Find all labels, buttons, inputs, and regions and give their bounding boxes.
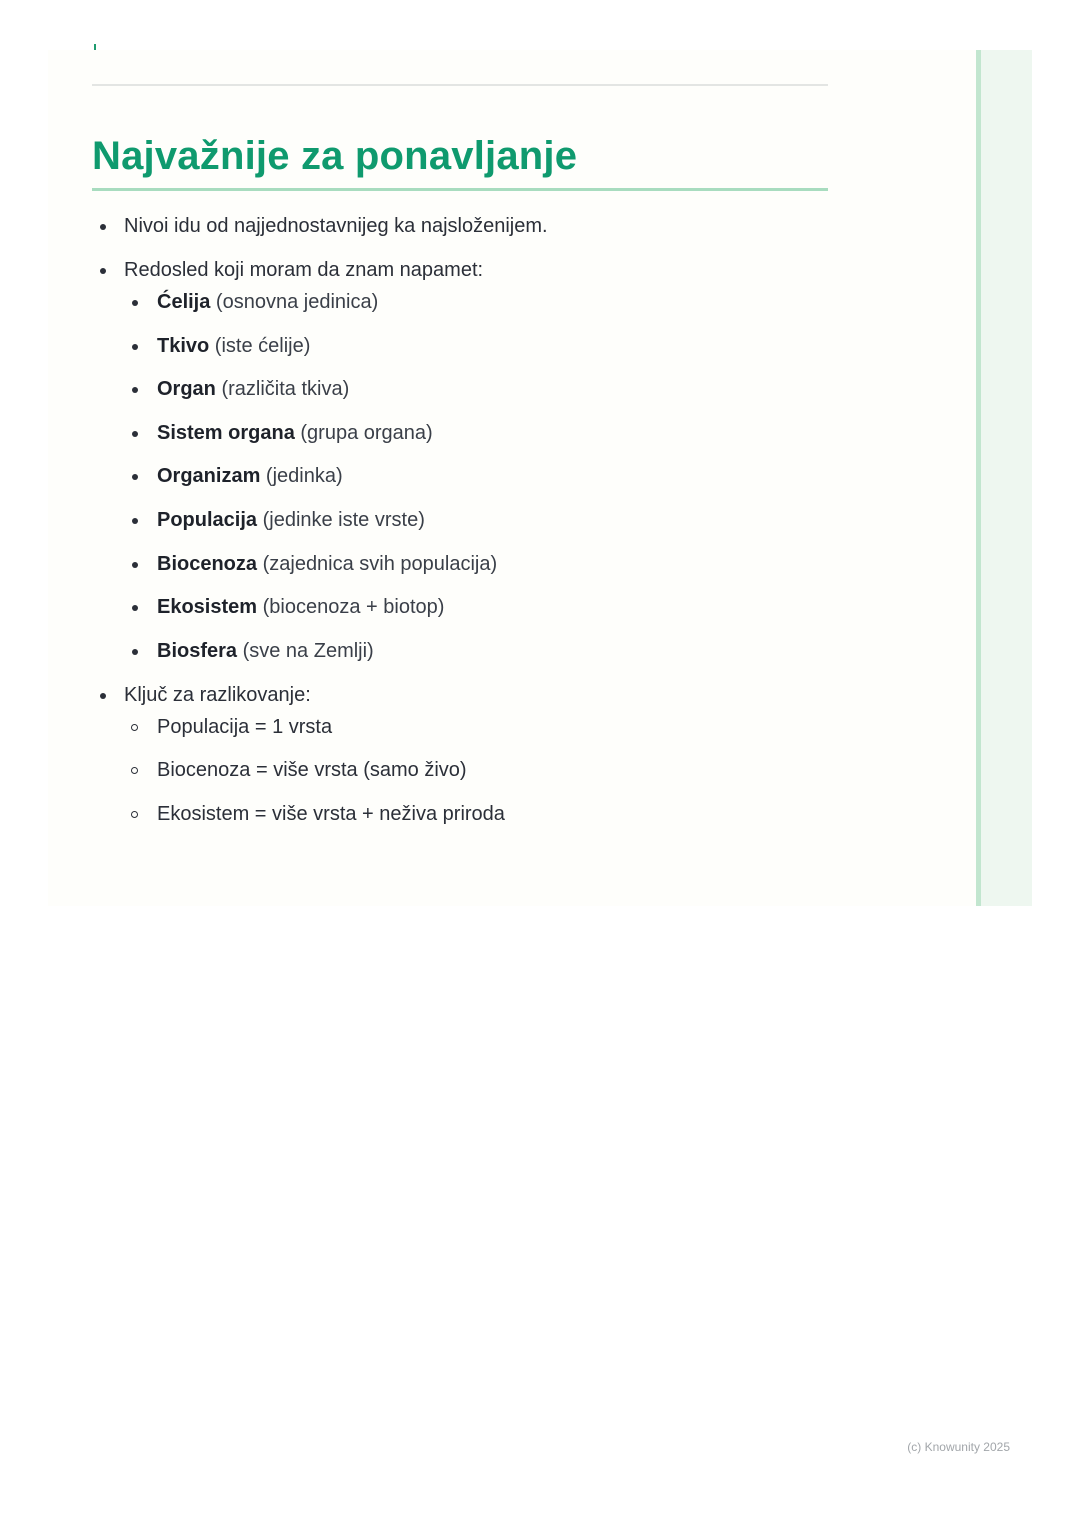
cut-off-mark (94, 44, 96, 50)
level-item (124, 504, 828, 536)
level-desc: (osnovna jedinica) (210, 291, 379, 313)
level-item (124, 286, 828, 318)
level-desc: (grupa organa) (294, 421, 433, 444)
level-term: Tkivo (157, 334, 210, 357)
top-divider (92, 84, 828, 86)
level-desc: (zajednica svih populacija) (257, 552, 498, 575)
level-term: Organ (157, 378, 216, 401)
level-term: Sistem organa (157, 421, 295, 444)
level-desc: (različita tkiva) (215, 378, 350, 401)
level-item (124, 460, 828, 492)
copyright-footer: (c) Knowunity 2025 (907, 1440, 1010, 1454)
list-item (92, 254, 828, 667)
level-term: Organizam (157, 465, 261, 488)
list-item (92, 679, 828, 830)
key-item: Populacija = 1 vrsta (124, 711, 828, 743)
level-term: Ekosistem (157, 596, 258, 619)
level-item (124, 373, 828, 405)
level-desc: (jedinke iste vrste) (257, 508, 425, 531)
level-item (124, 417, 828, 449)
level-desc: (biocenoza + biotop) (257, 596, 445, 619)
bullet-text: Nivoi idu od najjednostavnijeg ka najsloženijem. (124, 215, 548, 237)
key-item: Ekosistem = više vrsta + neživa priroda (124, 798, 828, 830)
summary-list (92, 210, 828, 842)
list-item (92, 210, 828, 242)
keys-list (124, 711, 828, 830)
level-desc: (jedinka) (260, 465, 343, 488)
level-desc: (sve na Zemlji) (237, 639, 374, 662)
bullet-text: Ključ za razlikovanje: (124, 683, 311, 706)
level-term: Biosfera (157, 639, 238, 662)
level-item (124, 330, 828, 362)
side-accent-strip (976, 50, 1032, 906)
level-term: Biocenoza (157, 552, 258, 575)
level-desc: (iste ćelije) (209, 334, 311, 357)
level-item (124, 591, 828, 623)
levels-list (124, 286, 828, 667)
level-item (124, 635, 828, 667)
key-item: Biocenoza = više vrsta (samo živo) (124, 754, 828, 786)
level-item (124, 548, 828, 580)
level-term: Populacija (157, 508, 258, 531)
title-underline (92, 188, 828, 191)
bullet-text: Redosled koji moram da znam napamet: (124, 259, 484, 281)
section-title: Najvažnije za ponavljanje (92, 134, 578, 178)
level-term: Ćelija (157, 291, 211, 313)
